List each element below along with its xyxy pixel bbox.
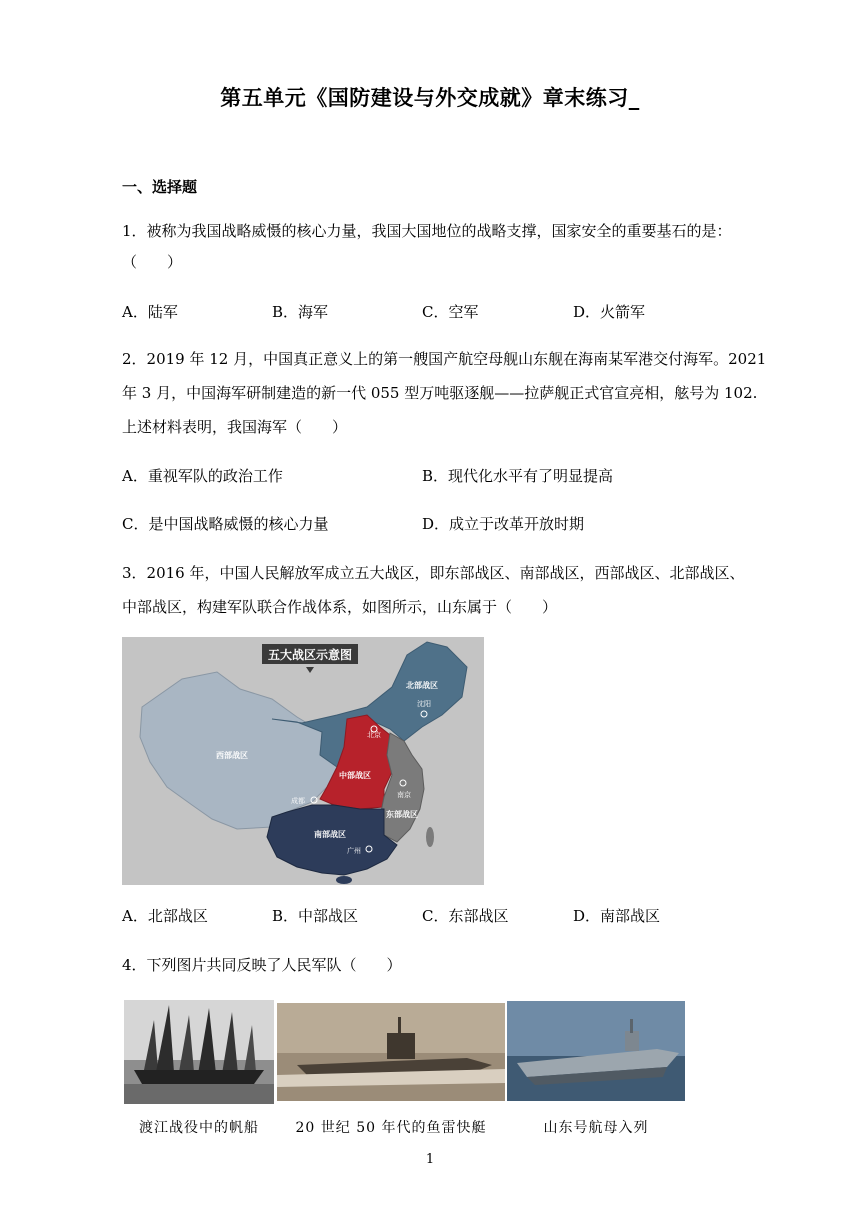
sailboat-photo [124, 1000, 274, 1104]
question-1-blank: （ ） [122, 253, 183, 271]
region-central: 中部战区 [339, 771, 371, 780]
caption-torpedo-boat: 20 世纪 50 年代的鱼雷快艇 [295, 1120, 487, 1136]
q2-option-d: D．成立于改革开放时期 [422, 515, 585, 533]
q2-option-a: A．重视军队的政治工作 [122, 467, 283, 485]
city-beijing: 北京 [367, 731, 381, 739]
q3-option-b: B．中部战区 [272, 907, 359, 925]
city-guangzhou: 广州 [347, 847, 361, 855]
city-chengdu: 成都 [291, 797, 305, 805]
q2-option-b: B．现代化水平有了明显提高 [422, 467, 614, 485]
q3-option-c: C．东部战区 [422, 907, 509, 925]
torpedo-boat-photo [277, 1003, 505, 1101]
city-shenyang: 沈阳 [417, 700, 431, 708]
region-east: 东部战区 [386, 810, 418, 819]
page-title: 第五单元《国防建设与外交成就》章末练习_ [220, 86, 640, 110]
question-4-stem: 4．下列图片共同反映了人民军队（ ） [122, 956, 402, 974]
q1-option-c: C．空军 [422, 303, 479, 321]
city-nanjing: 南京 [397, 791, 411, 799]
question-2-stem-1: 2．2019 年 12 月，中国真正意义上的第一艘国产航空母舰山东舰在海南某军港交付海军。2021 [122, 350, 767, 368]
section-heading: 一、选择题 [122, 178, 198, 196]
q1-option-a: A．陆军 [122, 303, 178, 321]
question-1-stem: 1．被称为我国战略威慑的核心力量，我国大国地位的战略支撑，国家安全的重要基石的是： [122, 222, 732, 240]
question-2-stem-3: 上述材料表明，我国海军（ ） [122, 418, 348, 436]
map-title: 五大战区示意图 [267, 648, 353, 662]
question-3-stem-2: 中部战区，构建军队联合作战体系，如图所示，山东属于（ ） [122, 598, 558, 616]
caption-sailboat: 渡江战役中的帆船 [139, 1120, 259, 1136]
q3-option-a: A．北部战区 [122, 907, 208, 925]
question-3-stem-1: 3．2016 年，中国人民解放军成立五大战区，即东部战区、南部战区，西部战区、北部战区、 [122, 564, 745, 582]
region-north: 北部战区 [406, 681, 438, 690]
q3-option-d: D．南部战区 [573, 907, 661, 925]
region-south: 南部战区 [314, 830, 346, 839]
q1-option-b: B．海军 [272, 303, 329, 321]
page-number: 1 [425, 1152, 435, 1167]
war-zones-map [122, 637, 484, 885]
aircraft-carrier-photo [507, 1001, 685, 1101]
region-west: 西部战区 [216, 751, 248, 760]
question-2-stem-2: 年 3 月，中国海军研制建造的新一代 055 型万吨驱逐舰——拉萨舰正式官宣亮相，舷号为 102. [122, 384, 758, 402]
q1-option-d: D．火箭军 [573, 303, 646, 321]
q2-option-c: C．是中国战略威慑的核心力量 [122, 515, 329, 533]
caption-aircraft-carrier: 山东号航母入列 [543, 1120, 649, 1136]
